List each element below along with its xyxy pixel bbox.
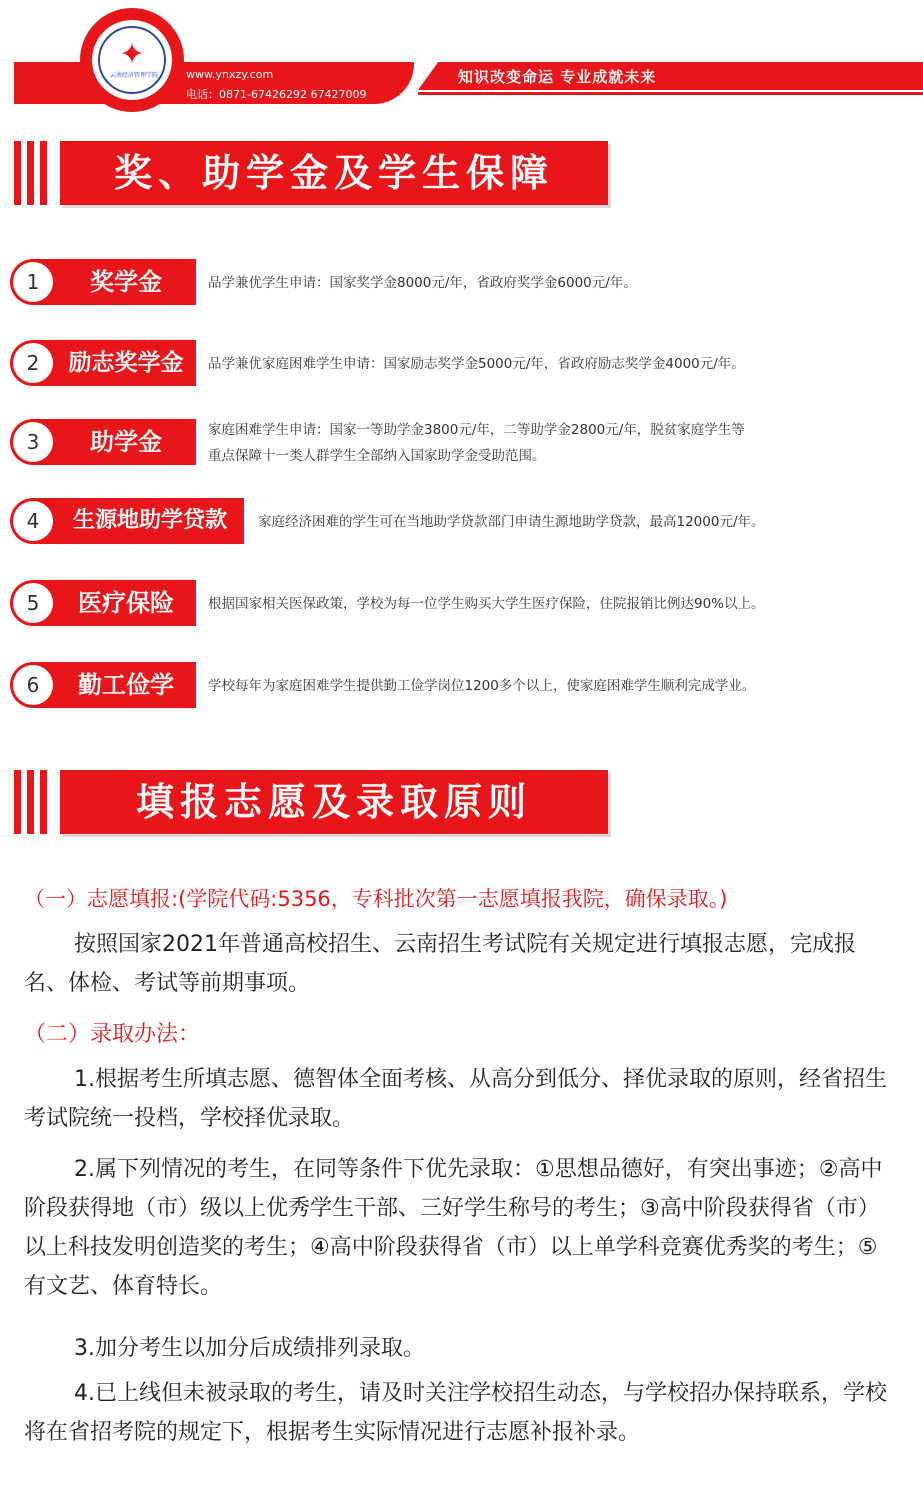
item-label: 生源地助学贷款 [72, 508, 227, 533]
section-title: 奖、助学金及学生保障 [113, 150, 554, 195]
logo-star-icon: ✦ [119, 37, 145, 72]
item-number: 3 [13, 422, 53, 462]
item-number: 2 [13, 343, 53, 383]
benefit-item-3 [10, 419, 910, 469]
item-number: 1 [13, 262, 53, 302]
section-banner-scholarships [14, 141, 608, 205]
admission-rule-2: 2.属下列情况的考生，在同等条件下优先录取：①思想品德好，有突出事迹；②高中阶段获得地（市）级以上优秀学生干部、三好学生称号的考生；③高中阶段获得省（市）以上科技发明创造奖的考生；④高中阶段获得省（市）以上单学科竞赛优秀奖的考生；⑤有文艺、体育特长。 [24, 1157, 883, 1299]
header-slogan: 知识改变命运 专业成就未来 [458, 68, 657, 86]
item-desc: 学校每年为家庭困难学生提供勤工俭学岗位1200多个以上，使家庭困难学生顺利完成学业。 [208, 678, 756, 694]
banner-stripe [40, 770, 47, 834]
item-label: 医疗保险 [78, 589, 174, 617]
item-label: 奖学金 [90, 268, 162, 296]
logo-text: 云南经济管理学院 [109, 72, 158, 79]
item-number: 6 [13, 665, 53, 705]
item-number: 5 [13, 583, 53, 623]
benefit-item-2 [10, 340, 910, 390]
volunteer-heading: （一）志愿填报:(学院代码:5356，专科批次第一志愿填报我院，确保录取。) [24, 887, 728, 911]
item-desc-line2: 重点保障十一类人群学生全部纳入国家助学金受助范围。 [208, 448, 546, 464]
banner-stripe [27, 770, 34, 834]
section-title: 填报志愿及录取原则 [135, 779, 532, 824]
header-red-line [418, 92, 923, 95]
item-number: 4 [13, 501, 53, 541]
item-label: 勤工俭学 [78, 671, 174, 699]
page-header [0, 0, 923, 120]
admission-heading: （二）录取办法： [24, 1022, 201, 1047]
header-url: www.ynxzy.com [186, 68, 274, 81]
banner-stripe [27, 141, 34, 205]
banner-stripe [14, 770, 21, 834]
admission-rule-3: 3.加分考生以加分后成绩排列录取。 [74, 1336, 425, 1361]
item-desc: 品学兼优学生申请：国家奖学金8000元/年，省政府奖学金6000元/年。 [208, 275, 637, 291]
section-banner-admission [14, 770, 608, 834]
item-label: 助学金 [90, 428, 162, 456]
item-label: 励志奖学金 [68, 350, 184, 376]
item-desc: 家庭困难学生申请：国家一等助学金3800元/年，二等助学金2800元/年，脱贫家庭学生等 [208, 422, 745, 438]
admission-rule-1: 1.根据考生所填志愿、德智体全面考核、从高分到低分、择优录取的原则，经省招生考试院统一投档，学校择优录取。 [24, 1067, 887, 1131]
header-phone: 电话：0871-67426292 67427009 [186, 88, 367, 101]
benefit-item-5 [10, 580, 910, 630]
volunteer-body: 按照国家2021年普通高校招生、云南招生考试院有关规定进行填报志愿，完成报名、体检、考试等前期事项。 [24, 932, 856, 996]
benefit-item-1 [10, 259, 910, 309]
admission-rule-4: 4.已上线但未被录取的考生，请及时关注学校招生动态，与学校招办保持联系，学校将在省招考院的规定下，根据考生实际情况进行志愿补报补录。 [24, 1381, 887, 1445]
benefit-item-6 [10, 662, 910, 712]
benefit-item-4 [10, 498, 910, 548]
item-desc: 品学兼优家庭困难学生申请：国家励志奖学金5000元/年，省政府励志奖学金4000元/年。 [208, 356, 745, 372]
banner-stripe [14, 141, 21, 205]
item-desc: 根据国家相关医保政策，学校为每一位学生购买大学生医疗保险，住院报销比例达90%以上。 [208, 596, 765, 612]
item-desc: 家庭经济困难的学生可在当地助学贷款部门申请生源地助学贷款，最高12000元/年。 [258, 514, 765, 530]
banner-stripe [40, 141, 47, 205]
